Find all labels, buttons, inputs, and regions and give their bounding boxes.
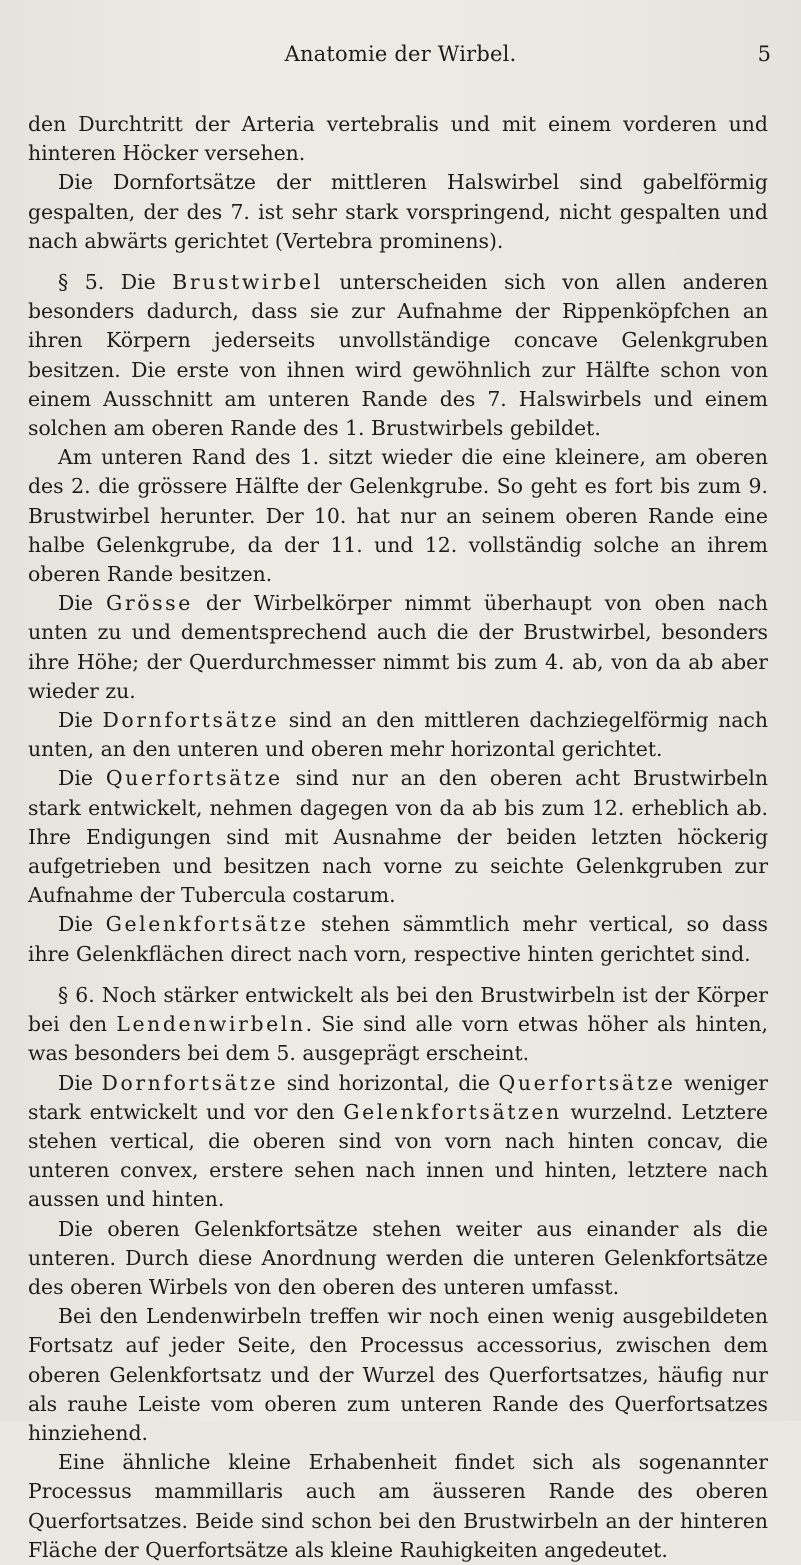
spaced-term: Gelenkfortsätzen (343, 1099, 562, 1124)
section-paragraph (28, 268, 768, 443)
paragraph: Bei den Lendenwirbeln treffen wir noch einen wenig ausgebildeten Fortsatz auf jeder Seite, den Processus accessorius, zwischen dem oberen Gelenkfortsatz und der Wurzel des Querfortsatzes, häufig nur als rauhe Leiste vom oberen zum unteren Rande des Querfortsatzes hinziehend. (28, 1304, 768, 1445)
text-run: der Wirbelkörper nimmt überhaupt von oben nach unten zu und dementsprechend auch die der Brustwirbel, besonders ihre Höhe; der Querdurchmesser nimmt bis zum 4. ab, von da ab aber wieder zu. (28, 591, 769, 703)
paragraph (28, 1069, 768, 1215)
text-run: § 6. Noch stärker entwickelt als bei den Brustwirbeln ist der Körper bei den (28, 982, 768, 1037)
paragraph (28, 764, 768, 910)
spaced-term: Brustwirbel (172, 270, 323, 295)
text-run: unterscheiden sich von allen anderen besonders dadurch, dass sie zur Aufnahme der Rippenköpfchen an ihren Körpern jederseits unvollständige concave Gelenkgruben besitzen. Die erste von ihnen wird gewöhnlich zur Hälfte schon von einem Ausschnitt am unteren Rande des 7. Halswirbels und einem solchen am oberen Rande des 1. Brustwirbels gebildet. (28, 270, 768, 441)
text-run: sind an den mittleren dachziegelförmig nach unten, an den unteren und oberen mehr horizontal gerichtet. (28, 708, 768, 762)
running-head: Anatomie der Wirbel. (284, 42, 517, 66)
spaced-term: Grösse (105, 591, 193, 616)
paragraph: Eine ähnliche kleine Erhabenheit findet sich als sogenannter Processus mammillaris auch am äusseren Rande des oberen Querfortsatzes. Beide sind schon bei den Brustwirbeln an der hinteren Fläche der Querfortsätze als kleine Rauhigkeiten angedeutet. (28, 1450, 768, 1562)
paragraph (28, 589, 768, 706)
paragraph: Am unteren Rand des 1. sitzt wieder die eine kleinere, am oberen des 2. die grössere Hälfte der Gelenkgrube. So geht es fort bis zum 9. Brustwirbel herunter. Der 10. hat nur an seinem oberen Rande eine halbe Gelenkgrube, da der 11. und 12. vollständig solche an ihrem oberen Rande besitzen. (28, 445, 768, 587)
text-run: § 5. Die (58, 270, 173, 295)
paragraph (28, 706, 768, 764)
spaced-term: Lendenwirbeln (116, 1012, 306, 1037)
paragraph: Die oberen Gelenkfortsätze stehen weiter aus einander als die unteren. Durch diese Anordnung werden die unteren Gelenkfortsätze des oberen Wirbels von den oberen des unteren umfasst. (28, 1216, 768, 1299)
paragraph: den Durchtritt der Arteria vertebralis und mit einem vorderen und hinteren Höcker versehen. (28, 112, 768, 166)
text-run: Die (58, 1070, 102, 1095)
text-run: Die (58, 708, 103, 733)
spaced-term: Querfortsätze (105, 766, 283, 791)
paragraph (28, 910, 768, 968)
text-run: stehen sämmtlich mehr vertical, so dass ihre Gelenkflächen direct nach vorn, respective hinten gerichtet sind. (28, 912, 768, 966)
text-run: . Sie sind alle vorn etwas höher als hinten, was besonders bei dem 5. ausgeprägt erscheint. (28, 1012, 768, 1066)
body-text (28, 110, 768, 1565)
section-paragraph (28, 981, 768, 1069)
spaced-term: Dornfortsätze (101, 1070, 279, 1095)
text-run: sind nur an den oberen acht Brustwirbeln stark entwickelt, nehmen dagegen von da ab bis zum 12. erheblich ab. Ihre Endigungen sind mit Ausnahme der beiden letzten höckerig aufgetrieben und besitzen nach vorne zu seichte Gelenkgruben zur Aufnahme der Tubercula costarum. (28, 766, 768, 908)
text-run: sind horizontal, die (278, 1070, 499, 1095)
paragraph: Die Dornfortsätze der mittleren Halswirbel sind gabelförmig gespalten, der des 7. ist sehr stark vorspringend, nicht gespalten und nach abwärts gerichtet (Vertebra prominens). (28, 170, 768, 253)
spaced-term: Querfortsätze (498, 1070, 676, 1095)
spaced-term: Dornfortsätze (102, 708, 280, 733)
text-run: Die (58, 591, 106, 616)
text-run: weniger stark entwickelt und vor den (28, 1070, 768, 1124)
spaced-term: Gelenkfortsätze (105, 912, 309, 937)
page-number: 5 (757, 42, 771, 66)
text-run: Die (58, 912, 106, 937)
text-run: Die (58, 766, 106, 791)
text-run: wurzelnd. Letztere stehen vertical, die oberen sind von vorn nach hinten concav, die unteren convex, erstere sehen nach innen und hinten, letztere nach aussen und hinten. (28, 1099, 768, 1212)
